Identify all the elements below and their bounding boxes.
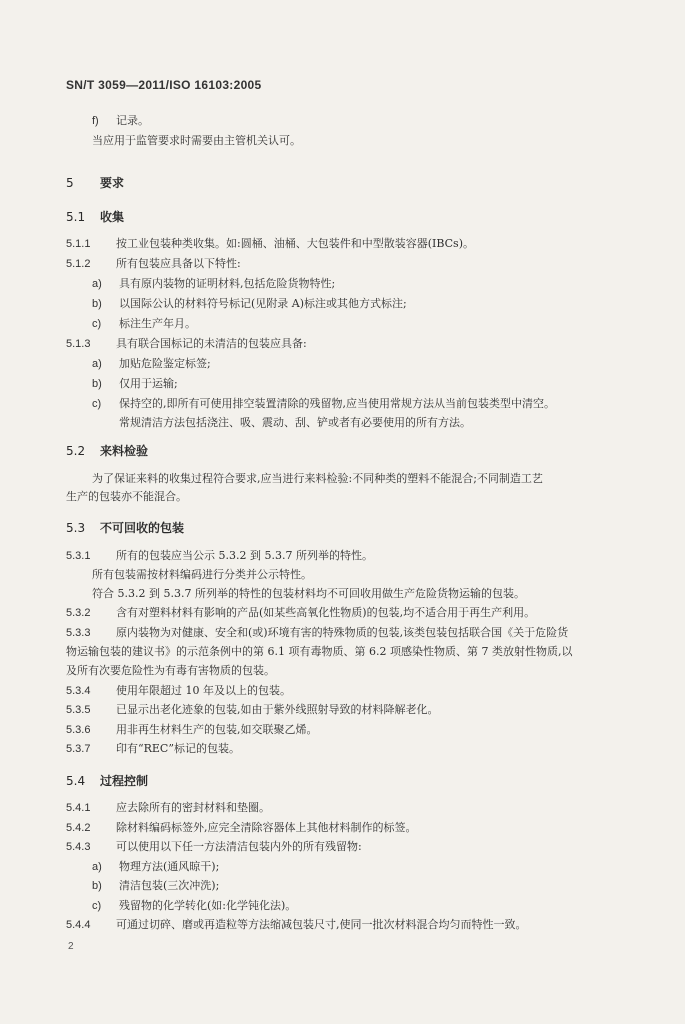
section-number: 5.3 xyxy=(66,521,86,535)
clause-5-4-1 xyxy=(66,801,270,815)
list-item xyxy=(92,297,407,311)
page-number: 2 xyxy=(68,941,74,952)
section-title: 不可回收的包装 xyxy=(100,521,185,535)
list-item xyxy=(92,317,196,331)
list-item xyxy=(92,879,219,893)
item-text: 标注生产年月。 xyxy=(119,317,196,330)
paragraph: 符合 5.3.2 到 5.3.7 所列举的特性的包装材料均不可回收用做生产危险货物运输的包装。 xyxy=(92,587,525,600)
section-title: 收集 xyxy=(100,210,125,224)
item-text: 加贴危险鉴定标签; xyxy=(119,357,211,370)
item-marker: a) xyxy=(92,861,102,873)
section-number: 5.2 xyxy=(66,444,86,458)
clause-number: 5.3.2 xyxy=(66,607,91,619)
list-item xyxy=(92,357,211,371)
clause-number: 5.3.4 xyxy=(66,685,91,697)
section-title: 过程控制 xyxy=(100,774,149,788)
list-item xyxy=(92,277,335,291)
clause-number: 5.3.5 xyxy=(66,704,91,716)
clause-5-3-6 xyxy=(66,723,318,737)
clause-5-4-2 xyxy=(66,821,417,835)
clause-5-3-7 xyxy=(66,742,240,756)
paragraph-continuation: 物运输包装的建议书》的示范条例中的第 6.1 项有毒物质、第 6.2 项感染性物质、第 7 类放射性物质,以 xyxy=(66,645,573,658)
item-text: 残留物的化学转化(如:化学钝化法)。 xyxy=(119,899,297,912)
clause-number: 5.3.1 xyxy=(66,550,91,562)
clause-5-3-5 xyxy=(66,703,439,717)
section-5-heading xyxy=(66,174,124,191)
clause-number: 5.1.3 xyxy=(66,338,91,350)
clause-number: 5.4.4 xyxy=(66,919,91,931)
clause-number: 5.4.3 xyxy=(66,841,91,853)
paragraph-continuation: 生产的包装亦不能混合。 xyxy=(66,490,187,503)
item-marker: c) xyxy=(92,318,102,330)
paragraph: 所有包装需按材料编码进行分类并公示特性。 xyxy=(92,568,312,581)
clause-text: 除材料编码标签外,应完全清除容器体上其他材料制作的标签。 xyxy=(116,821,417,834)
clause-number: 5.3.6 xyxy=(66,724,91,736)
clause-text: 原内装物为对健康、安全和(或)环境有害的特殊物质的包装,该类包装包括联合国《关于危险货 xyxy=(116,626,569,639)
item-marker: a) xyxy=(92,278,102,290)
clause-text: 所有的包装应当公示 5.3.2 到 5.3.7 所列举的特性。 xyxy=(116,549,373,562)
clause-5-4-4 xyxy=(66,918,527,932)
section-number: 5.1 xyxy=(66,210,86,224)
clause-5-3-4 xyxy=(66,684,291,698)
clause-text: 可通过切碎、磨或再造粒等方法缩减包装尺寸,使同一批次材料混合均匀而特性一致。 xyxy=(116,918,527,931)
clause-text: 应去除所有的密封材料和垫圈。 xyxy=(116,801,270,814)
section-title: 来料检验 xyxy=(100,444,149,458)
section-5-3-heading xyxy=(66,519,184,536)
paragraph-continuation: 及所有次要危险性为有毒有害物质的包装。 xyxy=(66,664,275,677)
clause-number: 5.4.2 xyxy=(66,822,91,834)
clause-text: 已显示出老化迹象的包装,如由于紫外线照射导致的材料降解老化。 xyxy=(116,703,439,716)
section-5-4-heading xyxy=(66,772,148,789)
clause-5-3-2 xyxy=(66,606,535,620)
clause-5-1-2 xyxy=(66,257,241,271)
clause-text: 可以使用以下任一方法清洁包装内外的所有残留物: xyxy=(116,840,362,853)
clause-text: 印有“REC”标记的包装。 xyxy=(116,742,240,755)
list-item-continuation: 常规清洁方法包括浇注、吸、震动、刮、铲或者有必要使用的所有方法。 xyxy=(119,416,471,429)
document-header: SN/T 3059—2011/ISO 16103:2005 xyxy=(66,78,262,92)
section-number: 5 xyxy=(66,176,74,190)
clause-number: 5.1.2 xyxy=(66,258,91,270)
item-marker: b) xyxy=(92,880,102,892)
section-5-1-heading xyxy=(66,208,124,225)
list-item-f xyxy=(92,114,149,128)
list-item xyxy=(92,899,296,913)
clause-text: 按工业包装种类收集。如:圆桶、油桶、大包装件和中型散装容器(IBCs)。 xyxy=(116,237,474,250)
clause-5-4-3 xyxy=(66,840,362,854)
approval-note: 当应用于监管要求时需要由主管机关认可。 xyxy=(92,134,301,147)
clause-text: 用非再生材料生产的包装,如交联聚乙烯。 xyxy=(116,723,318,736)
section-number: 5.4 xyxy=(66,774,86,788)
clause-number: 5.1.1 xyxy=(66,238,91,250)
item-text: 保持空的,即所有可使用排空装置清除的残留物,应当使用常规方法从当前包装类型中清空。 xyxy=(119,397,555,410)
clause-5-3-3 xyxy=(66,626,568,640)
list-item xyxy=(92,860,219,874)
clause-text: 含有对塑料材料有影响的产品(如某些高氧化性物质)的包装,均不适合用于再生产利用。 xyxy=(116,606,536,619)
item-marker: c) xyxy=(92,398,102,410)
clause-5-1-1 xyxy=(66,237,474,251)
clause-5-1-3 xyxy=(66,337,307,351)
item-text: 清洁包装(三次冲洗); xyxy=(119,879,220,892)
list-item xyxy=(92,377,178,391)
item-text: 具有原内装物的证明材料,包括危险货物特性; xyxy=(119,277,336,290)
clause-number: 5.3.3 xyxy=(66,627,91,639)
item-marker: a) xyxy=(92,358,102,370)
paragraph: 为了保证来料的收集过程符合要求,应当进行来料检验:不同种类的塑料不能混合;不同制造工艺 xyxy=(92,472,543,485)
item-text: 物理方法(通风晾干); xyxy=(119,860,220,873)
item-marker: b) xyxy=(92,378,102,390)
item-text: 以国际公认的材料符号标记(见附录 A)标注或其他方式标注; xyxy=(119,297,407,310)
item-marker: c) xyxy=(92,900,102,912)
section-title: 要求 xyxy=(100,176,125,190)
item-text: 记录。 xyxy=(116,114,149,127)
clause-text: 使用年限超过 10 年及以上的包装。 xyxy=(116,684,291,697)
section-5-2-heading xyxy=(66,442,148,459)
clause-number: 5.4.1 xyxy=(66,802,91,814)
clause-text: 具有联合国标记的未清洁的包装应具备: xyxy=(116,337,307,350)
item-text: 仅用于运输; xyxy=(119,377,178,390)
clause-number: 5.3.7 xyxy=(66,743,91,755)
list-item xyxy=(92,397,555,411)
clause-text: 所有包装应具备以下特性: xyxy=(116,257,241,270)
item-marker: b) xyxy=(92,298,102,310)
clause-5-3-1 xyxy=(66,549,373,563)
item-marker: f) xyxy=(92,115,99,127)
